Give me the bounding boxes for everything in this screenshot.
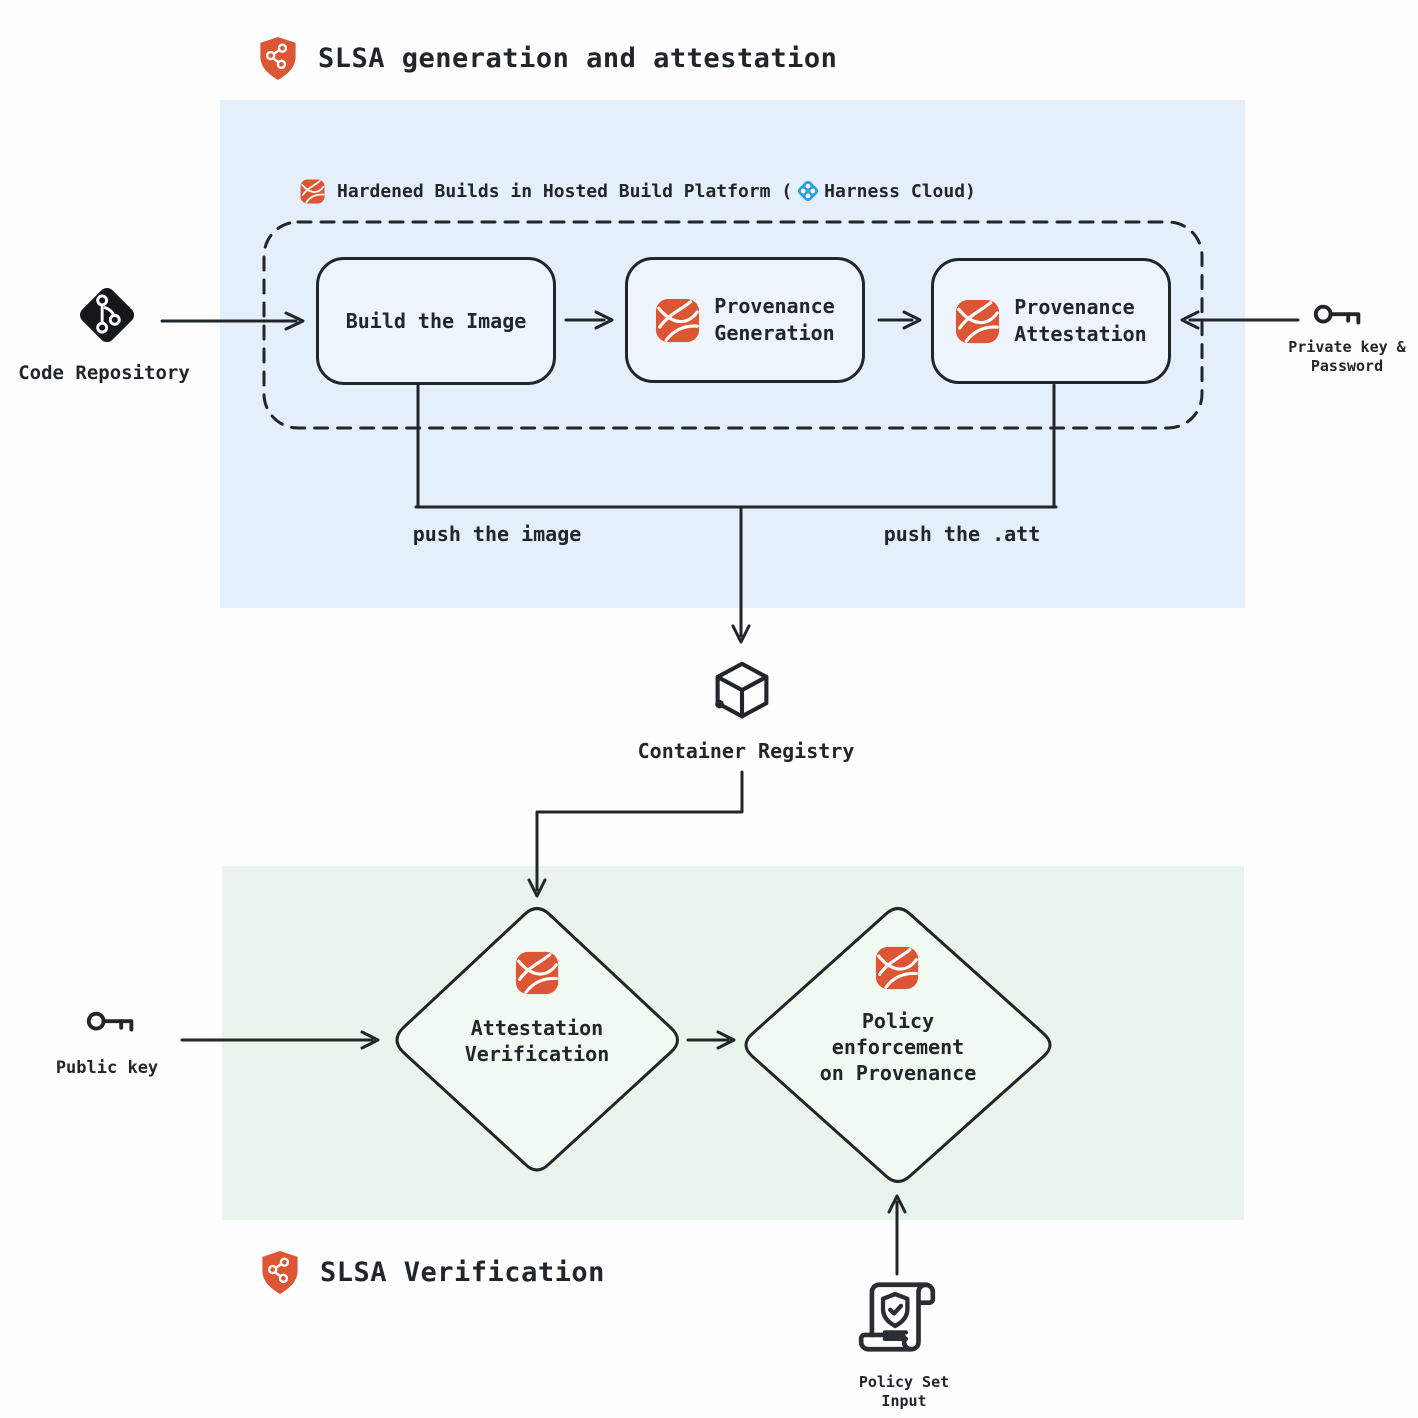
policy-scroll-icon	[851, 1274, 943, 1360]
git-icon	[73, 281, 141, 349]
code-repository-label: Code Repository	[18, 362, 190, 384]
private-key-label	[1288, 338, 1405, 376]
harness-icon	[655, 298, 700, 343]
attestation-verification-line2: Verification	[464, 1042, 610, 1066]
attestation-verification-line1: Attestation	[470, 1016, 604, 1040]
policy-enforcement-line2: enforcement	[831, 1035, 965, 1059]
policy-set-input-line2: Input	[881, 1392, 927, 1410]
public-key-label: Public key	[55, 1058, 159, 1078]
verification-title: SLSA Verification	[320, 1257, 605, 1288]
harness-icon	[515, 951, 559, 995]
harness-icon	[955, 299, 1000, 344]
connector-registry-to-attestation	[529, 772, 742, 896]
slsa-shield-icon	[260, 1250, 300, 1295]
public-key-icon	[86, 1007, 136, 1039]
harness-icon	[875, 946, 919, 990]
provenance-attestation-label-line1: Provenance	[1014, 295, 1135, 319]
container-cube-icon	[712, 660, 772, 722]
policy-enforcement-line1: Policy	[861, 1009, 935, 1033]
provenance-attestation-label-line2: Attestation	[1014, 322, 1147, 346]
provenance-generation-node	[625, 257, 865, 383]
arrow-code-repo-to-build	[162, 313, 303, 329]
policy-enforcement-label	[820, 1008, 977, 1086]
hosted-platform-label-suffix: )	[965, 180, 976, 202]
connector-push-to-registry	[416, 385, 1056, 642]
harness-cloud-icon	[795, 178, 821, 204]
hosted-platform-label: Hardened Builds in Hosted Build Platform (	[337, 180, 793, 202]
provenance-generation-label-line1: Provenance	[714, 294, 835, 318]
private-key-icon	[1313, 300, 1363, 332]
arrow-policy-input-to-policy-enforcement	[889, 1196, 905, 1274]
arrow-attestation-to-policy	[688, 1032, 734, 1048]
container-registry-label: Container Registry	[637, 739, 855, 763]
private-key-label-line1: Private key &	[1288, 338, 1406, 356]
private-key-label-line2: Password	[1310, 357, 1384, 375]
push-att-label: push the .att	[883, 522, 1041, 546]
harness-cloud-label: Harness Cloud	[824, 180, 966, 202]
arrow-provgen-to-provatt	[879, 312, 920, 328]
build-the-image-node	[316, 257, 556, 385]
hosted-platform-label-row	[300, 176, 976, 206]
push-image-label: push the image	[412, 522, 582, 546]
provenance-generation-label-line2: Generation	[714, 321, 835, 345]
policy-enforcement-line3: on Provenance	[819, 1061, 977, 1085]
attestation-verification-label	[465, 1015, 610, 1067]
generation-title: SLSA generation and attestation	[318, 43, 838, 74]
policy-set-input-line1: Policy Set	[858, 1373, 950, 1391]
harness-icon	[300, 179, 325, 204]
arrow-build-to-provgen	[566, 312, 612, 328]
policy-set-input-label	[859, 1373, 949, 1411]
arrow-private-key-to-provatt	[1182, 312, 1298, 328]
verification-title-row	[260, 1250, 605, 1295]
arrow-public-key-to-attestation	[182, 1032, 378, 1048]
build-the-image-label: Build the Image	[345, 309, 527, 333]
generation-title-row	[258, 36, 837, 81]
slsa-shield-icon	[258, 36, 298, 81]
provenance-attestation-node	[931, 258, 1171, 384]
